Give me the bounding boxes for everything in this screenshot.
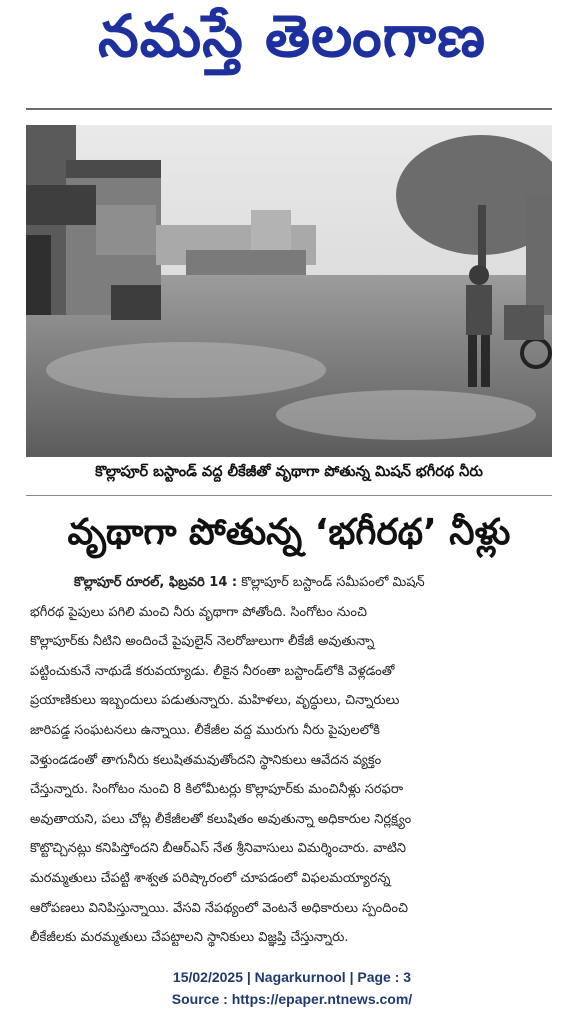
newspaper-logo: నమస్తే తెలంగాణ: [98, 2, 486, 70]
article-body: [30, 568, 552, 953]
photo-caption: కొల్లాపూర్ బస్టాండ్ వద్ద లీకేజీతో వృథాగా పోతున్న మిషన్ భగీరథ నీరు: [95, 464, 483, 480]
article-lead: కొల్లాపూర్ రూరల్, ఫిబ్రవరి 14 :: [74, 575, 238, 590]
article-line: భగీరథ పైపులు పగిలి మంచి నీరు వృథాగా పోతోంది. సింగోటం నుంచి: [30, 604, 367, 620]
edition-info: 15/02/2025 | Nagarkurnool | Page : 3: [172, 969, 412, 985]
article-line: పట్టించుకునే నాథుడే కరువయ్యాడు. లీకైన నీరంతా బస్టాండ్‌లోకి వెళ్లడంతో: [30, 663, 395, 679]
article-line: అవుతాయని, పలు చోట్ల లీకేజీలతో కలుషితం అవుతున్నా అధికారుల నిర్లక్ష్యం: [30, 811, 412, 827]
article-line: ప్రయాణికులు ఇబ్బందులు పడుతున్నారు. మహిళలు, వృద్ధులు, చిన్నారులు: [30, 693, 400, 709]
masthead-divider: [26, 108, 552, 110]
caption-divider: [26, 495, 552, 496]
article-line: మరమ్మతులు చేపట్టి శాశ్వత పరిష్కారంలో చూపడంలో విఫలమయ్యారన్న: [30, 870, 391, 886]
article-line: కొట్టొచ్చినట్లు కనిపిస్తోందని బీఆర్‌ఎస్ నేత శ్రీనివాసులు విమర్శించారు. వాటిని: [30, 841, 406, 857]
article-line: చేస్తున్నారు. సింగోటం నుంచి 8 కిలోమీటర్లు కొల్లాపూర్‌కు మంచినీళ్లు సరఫరా: [30, 782, 404, 798]
article-headline: వృథాగా పోతున్న ‘భగీరథ’ నీళ్లు: [67, 512, 511, 553]
article-line-text: కొల్లాపూర్ బస్టాండ్ సమీపంలో మిషన్: [241, 575, 425, 590]
article-line: జారిపడ్డ సంఘటనలు ఉన్నాయి. లీకేజీల వద్ద మురుగు నీరు పైపులలోకి: [30, 722, 380, 738]
street-photo-icon: [26, 125, 552, 457]
article-line: ఆరోపణలు వినిపిస్తున్నాయి. వేసవి నేపథ్యంలో వెంటనే అధికారులు స్పందించి: [30, 900, 408, 916]
news-photo: [26, 125, 552, 457]
masthead: [0, 0, 584, 112]
source-link[interactable]: Source : https://epaper.ntnews.com/: [171, 991, 413, 1007]
article-line: కొల్లాపూర్‌కు నీటిని అందించే పైపులైన్ నెలరోజులుగా లీకేజీ అవుతున్నా: [30, 634, 375, 650]
page-footer: [0, 966, 584, 1010]
article-line: వెళ్తుండడంతో తాగునీరు కలుషితమవుతోందని స్థానికులు ఆవేదన వ్యక్తం: [30, 752, 382, 768]
article-line: లీకేజీలకు మరమ్మతులు చేపట్టాలని స్థానికులు విజ్ఞప్తి చేస్తున్నారు.: [30, 930, 349, 946]
article-line: [30, 568, 552, 598]
